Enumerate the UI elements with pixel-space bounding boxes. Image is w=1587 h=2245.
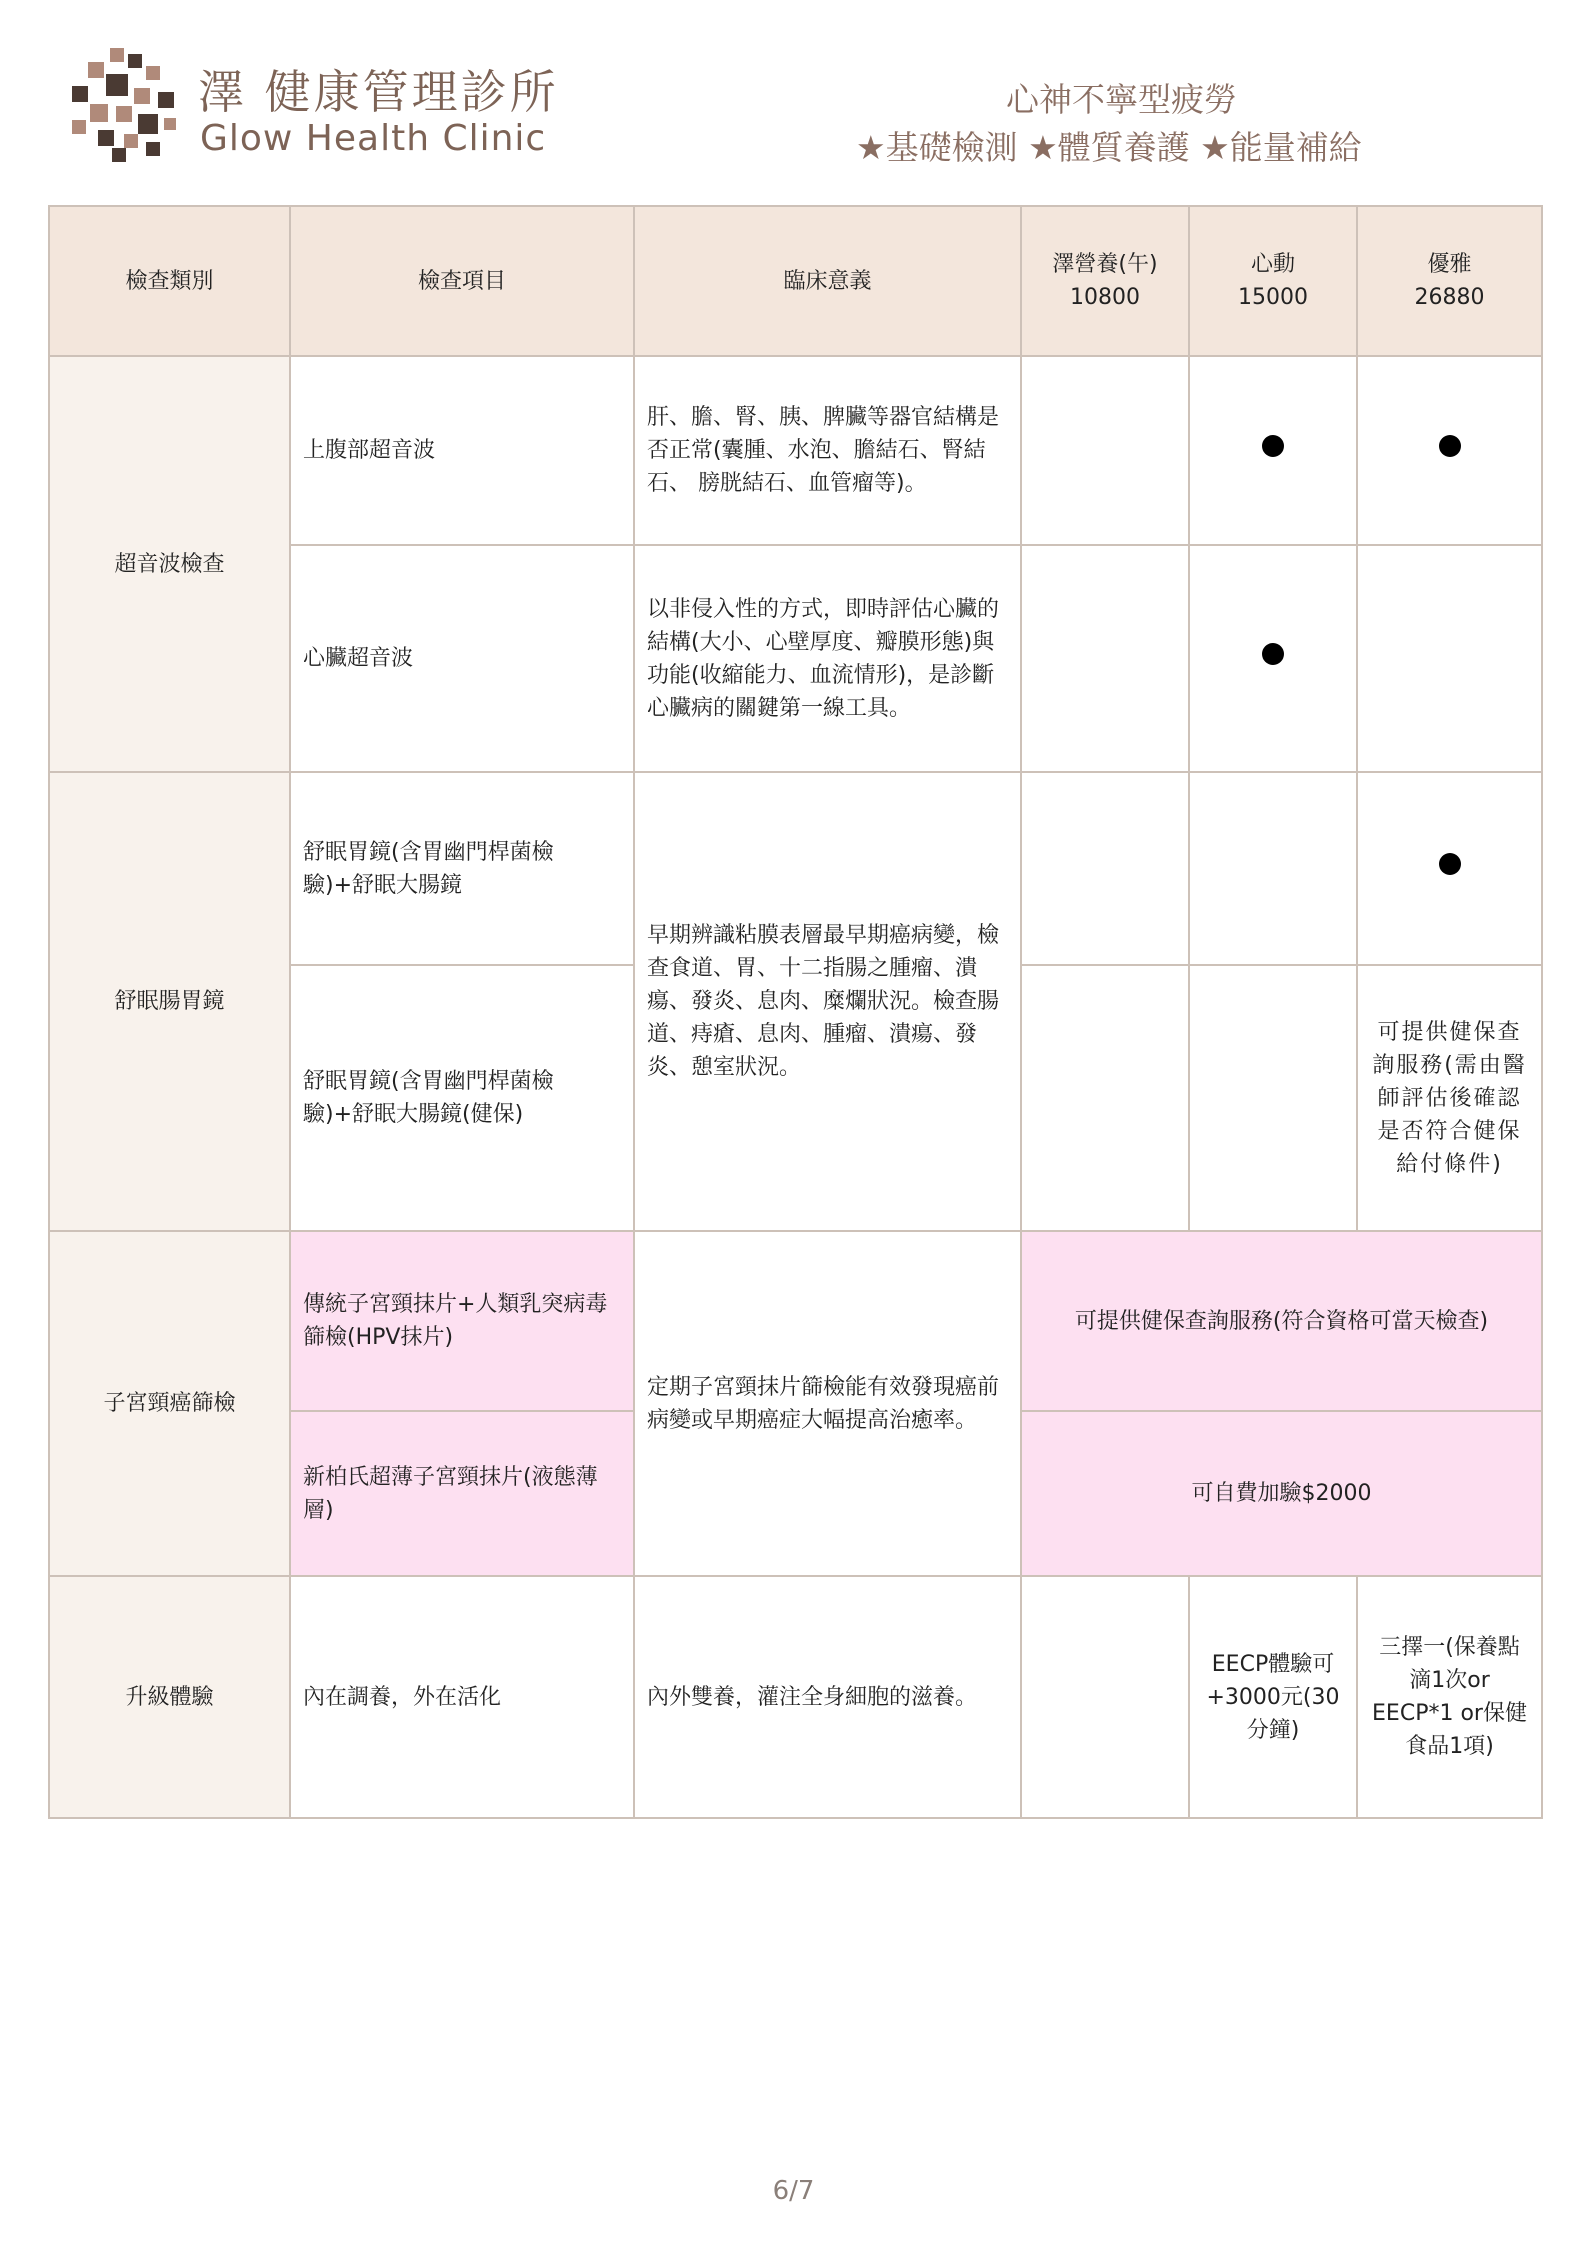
included-dot-icon: [1439, 435, 1461, 457]
cell-included: [1189, 545, 1357, 772]
page-header: [0, 0, 1587, 205]
cell-included: [1357, 772, 1542, 965]
header-item: 檢查項目: [290, 206, 634, 356]
item-abdominal-ultrasound: 上腹部超音波: [290, 356, 634, 545]
plan-1-price: 10800: [1070, 285, 1140, 310]
header-plan-1: [1021, 206, 1189, 356]
meaning-upgrade: 內外雙養，灌注全身細胞的滋養。: [634, 1576, 1021, 1818]
table-header-row: [49, 206, 1542, 356]
category-upgrade: 升級體驗: [49, 1576, 290, 1818]
item-thinprep: 新柏氏超薄子宮頸抹片(液態薄層): [290, 1411, 634, 1576]
category-endoscopy: 舒眠腸胃鏡: [49, 772, 290, 1231]
included-dot-icon: [1262, 435, 1284, 457]
item-upgrade: 內在調養，外在活化: [290, 1576, 634, 1818]
included-dot-icon: [1439, 853, 1461, 875]
brand-name-chinese: 澤 健康管理診所: [198, 65, 559, 119]
item-endoscopy-insurance: 舒眠胃鏡(含胃幽門桿菌檢驗)+舒眠大腸鏡(健保): [290, 965, 634, 1231]
insurance-inquiry-note: 可提供健保查詢服務(需由醫師評估後確認是否符合健保給付條件): [1357, 965, 1542, 1231]
cell-empty: [1357, 545, 1542, 772]
header-meaning: 臨床意義: [634, 206, 1021, 356]
thinprep-addon-note: 可自費加驗$2000: [1021, 1411, 1542, 1576]
meaning-cardiac-ultrasound: 以非侵入性的方式，即時評估心臟的結構(大小、心壁厚度、瓣膜形態)與功能(收縮能力、血流情形)，是診斷心臟病的關鍵第一線工具。: [634, 545, 1021, 772]
cell-empty: [1021, 772, 1189, 965]
cell-empty: [1189, 772, 1357, 965]
category-cervical-screening: 子宮頸癌篩檢: [49, 1231, 290, 1576]
plan-1-name: 澤營養(午): [1052, 252, 1158, 277]
cell-empty: [1021, 1576, 1189, 1818]
cell-empty: [1021, 356, 1189, 545]
cell-empty: [1189, 965, 1357, 1231]
package-tagline: ★基礎檢測 ★體質養護 ★能量補給: [856, 128, 1362, 167]
eecp-trial-note: EECP體驗可+3000元(30分鐘): [1189, 1576, 1357, 1818]
table-row: [49, 1231, 1542, 1411]
plan-3-price: 26880: [1414, 285, 1485, 310]
header-plan-2: [1189, 206, 1357, 356]
item-endoscopy: 舒眠胃鏡(含胃幽門桿菌檢驗)+舒眠大腸鏡: [290, 772, 634, 965]
cell-empty: [1021, 545, 1189, 772]
choose-one-note: 三擇一(保養點滴1次or EECP*1 or保健食品1項): [1357, 1576, 1542, 1818]
plan-2-price: 15000: [1238, 285, 1308, 310]
table-row: [49, 356, 1542, 545]
cell-included: [1189, 356, 1357, 545]
meaning-cervical-screening: 定期子宮頸抹片篩檢能有效發現癌前病變或早期癌症大幅提高治癒率。: [634, 1231, 1021, 1576]
table-row: [49, 772, 1542, 965]
included-dot-icon: [1262, 643, 1284, 665]
cell-empty: [1021, 965, 1189, 1231]
header-category: 檢查類別: [49, 206, 290, 356]
item-pap-hpv: 傳統子宮頸抹片+人類乳突病毒篩檢(HPV抹片): [290, 1231, 634, 1411]
cervical-insurance-note: 可提供健保查詢服務(符合資格可當天檢查): [1021, 1231, 1542, 1411]
plan-2-name: 心動: [1250, 252, 1295, 277]
table-row: [49, 1576, 1542, 1818]
plan-3-name: 優雅: [1427, 252, 1472, 277]
header-plan-3: [1357, 206, 1542, 356]
page-number: 6/7: [772, 2176, 815, 2206]
category-ultrasound: 超音波檢查: [49, 356, 290, 772]
cell-included: [1357, 356, 1542, 545]
brand-name-english: Glow Health Clinic: [200, 118, 547, 159]
meaning-endoscopy: 早期辨識粘膜表層最早期癌病變，檢查食道、胃、十二指腸之腫瘤、潰瘍、發炎、息肉、糜爛狀況。檢查腸道、痔瘡、息肉、腫瘤、潰瘍、發炎、憩室狀況。: [634, 772, 1021, 1231]
item-cardiac-ultrasound: 心臟超音波: [290, 545, 634, 772]
checkup-comparison-table: [48, 205, 1543, 1819]
meaning-abdominal-ultrasound: 肝、膽、腎、胰、脾臟等器官結構是否正常(囊腫、水泡、膽結石、腎結石、 膀胱結石、血管瘤等)。: [634, 356, 1021, 545]
package-title: 心神不寧型疲勞: [1006, 80, 1237, 119]
clinic-logo-icon: [72, 48, 182, 163]
